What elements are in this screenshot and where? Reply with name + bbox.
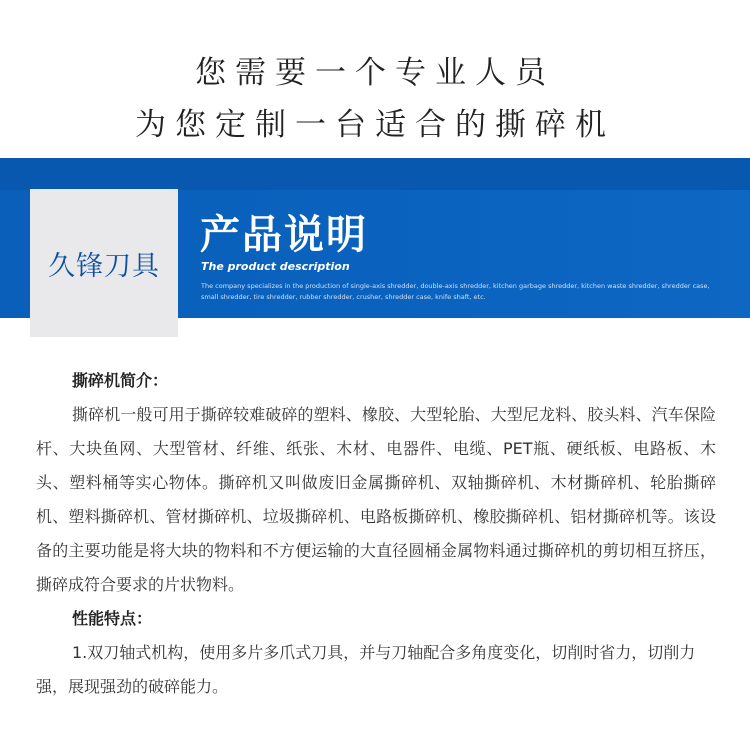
banner-description: The company specializes in the production of single-axis shredder, double-axis shredder, kitchen garbage shredder, kitchen waste shredder, shredder case, small shredder, tire shredder, rubber shredder, crusher, shredder case, knife shaft, etc. — [201, 282, 710, 301]
brand-box — [30, 189, 178, 337]
intro-section-title: 撕碎机简介： — [72, 371, 169, 390]
intro-paragraph: 撕碎机一般可用于撕碎较难破碎的塑料、橡胶、大型轮胎、大型尼龙料、胶头料、汽车保险杆、大块鱼网、大型管材、纤维、纸张、木材、电器件、电缆、PET瓶、硬纸板、电路板、木头、塑料桶等实心物体。撕碎机又叫做废旧金属撕碎机、双轴撕碎机、木材撕碎机、轮胎撕碎机、塑料撕碎机、管材撕碎机、垃圾撕碎机、电路板撕碎机、橡胶撕碎机、铝材撕碎机等。该设备的主要功能是将大块的物料和不方便运输的大直径圆桶金属物料通过撕碎机的剪切相互挤压，撕碎成符合要求的片状物料。 — [36, 405, 716, 594]
banner-top-stripe — [0, 158, 750, 190]
banner-subtitle: The product description — [201, 260, 350, 273]
headline-line-1: 您需要一个专业人员 — [195, 55, 555, 91]
feature-item-1: 1.双刀轴式机构，使用多片多爪式刀具，并与刀轴配合多角度变化，切削时省力，切削力强，展现强劲的破碎能力。 — [36, 643, 696, 696]
headline-line-2: 为您定制一台适合的撕碎机 — [135, 107, 615, 143]
brand-name: 久锋刀具 — [48, 251, 160, 282]
features-section-title: 性能特点： — [72, 609, 153, 628]
product-description-content — [36, 364, 716, 704]
banner-title: 产品说明 — [200, 212, 368, 258]
